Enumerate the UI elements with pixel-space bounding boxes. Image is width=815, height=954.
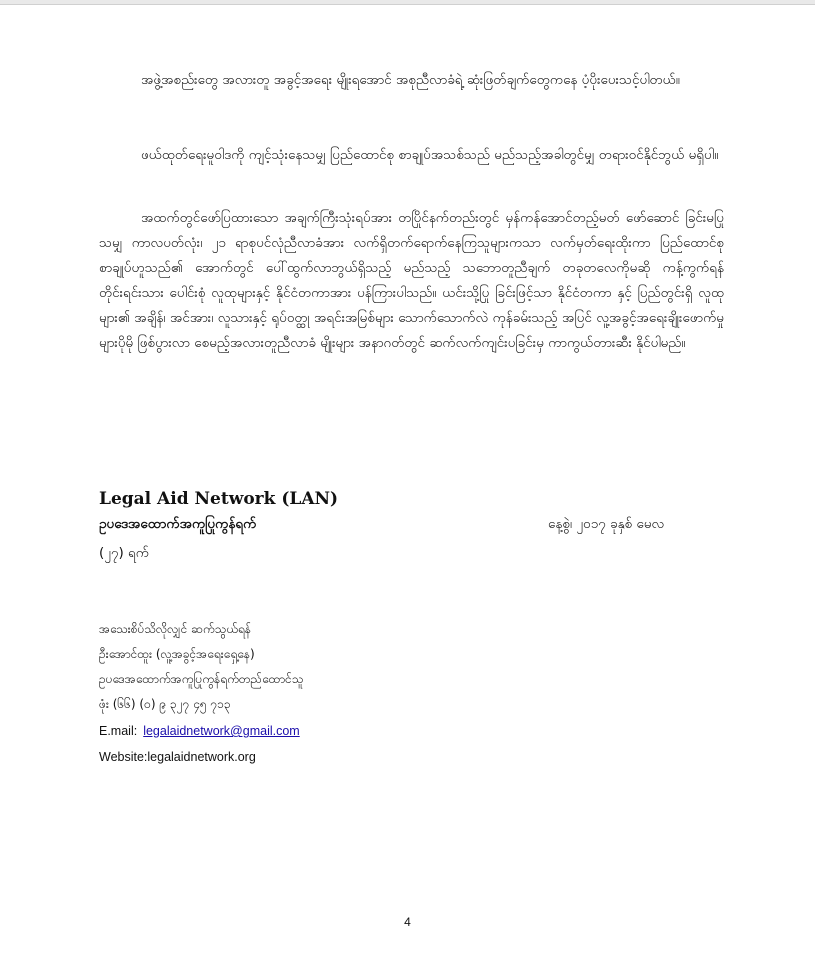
contact-email-line xyxy=(99,722,300,740)
email-link[interactable]: legalaidnetwork@gmail.com xyxy=(143,724,300,738)
organization-name: Legal Aid Network (LAN) xyxy=(99,489,339,509)
paragraph-3: အထက်တွင်ဖော်ပြထားသော အချက်ကြီးသုံးရပ်အား တပြိုင်နက်တည်းတွင် မှန်ကန်အောင်တည့်မတ် ဖော်ဆောင် ခြင်းမပြုသမျှ ကာလပတ်လုံး၊ ၂၁ ရာစုပင်လုံညီလာခံအား လက်ရှိတက်ရောက်နေကြသူများကသာ လက်မှတ်ရေးထိုးကာ ပြည်ထောင်စု စာချုပ်ဟူသည်၏ အောက်တွင် ပေါ်ထွက်လာဘွယ်ရှိသည့် မည်သည့် သဘောတူညီချက် တခုတလေကိုမဆို ကန့်ကွက်ရန် တိုင်းရင်းသား ပေါင်းစုံ လူထုများနှင့် နိုင်ငံတကာအား ပန်ကြားပါသည်။ ယင်းသို့ပြု ခြင်းဖြင့်သာ နိုင်ငံတကာ နှင့် ပြည်တွင်းရှိ လူထုများ၏ အချိန်၊ အင်အား၊ လူသားနှင့် ရုပ်ဝတ္ထု အရင်းအမြစ်များ သောက်သောက်လဲ ကုန်ခမ်းသည့် အပြင် လူ့အခွင့်အရေးချိုးဖောက်မှုများပိုမို ဖြစ်ပွားလာ စေမည့်အလားတူညီလာခံ မျိုးများ အနာဂတ်တွင် ဆက်လက်ကျင်းပခြင်းမှ ကာကွယ်တားဆီး နိုင်ပါမည်။ xyxy=(99,210,724,351)
contact-heading: အသေးစိပ်သိလိုလျှင် ဆက်သွယ်ရန် xyxy=(99,622,251,636)
contact-phone: ဖုံး (၆၆) (၀) ၉ ၃၂၇ ၄၅ ၇၁၃ xyxy=(99,697,231,711)
contact-person: ဦးအောင်ထူး (လူ့အခွင့်အရေးရှေ့နေ) xyxy=(99,647,255,661)
contact-role: ဥပဒေအထောက်အကူပြုကွန်ရက်တည်ထောင်သူ xyxy=(99,672,304,686)
document-day: (၂၇) ရက် xyxy=(99,545,150,561)
paragraph-2: ဖယ်ထုတ်ရေးမူဝါဒကို ကျင့်သုံးနေသမျှ ပြည်ထောင်စု စာချုပ်အသစ်သည် မည်သည့်အခါတွင်မျှ တရားဝင်နိုင်ဘွယ် မရှိပါ။ xyxy=(141,147,719,163)
document-date: နေ့စွဲ၊ ၂၀၁၇ ခုနှစ် မေလ xyxy=(548,516,665,532)
paragraph-1: အဖွဲ့အစည်းတွေ အလားတူ အခွင့်အရေး မျိုးရအောင် အစုညီလာခံရဲ့ ဆုံးဖြတ်ချက်တွေကနေ ပံ့ပိုးပေးသင့်ပါတယ်။ xyxy=(141,72,680,88)
email-label: E.mail: xyxy=(99,724,138,738)
top-border xyxy=(0,0,815,5)
page-number: 4 xyxy=(404,915,411,929)
contact-website: Website:legalaidnetwork.org xyxy=(99,750,256,764)
organization-subtitle: ဥပဒေအထောက်အကူပြုကွန်ရက် xyxy=(99,516,257,532)
